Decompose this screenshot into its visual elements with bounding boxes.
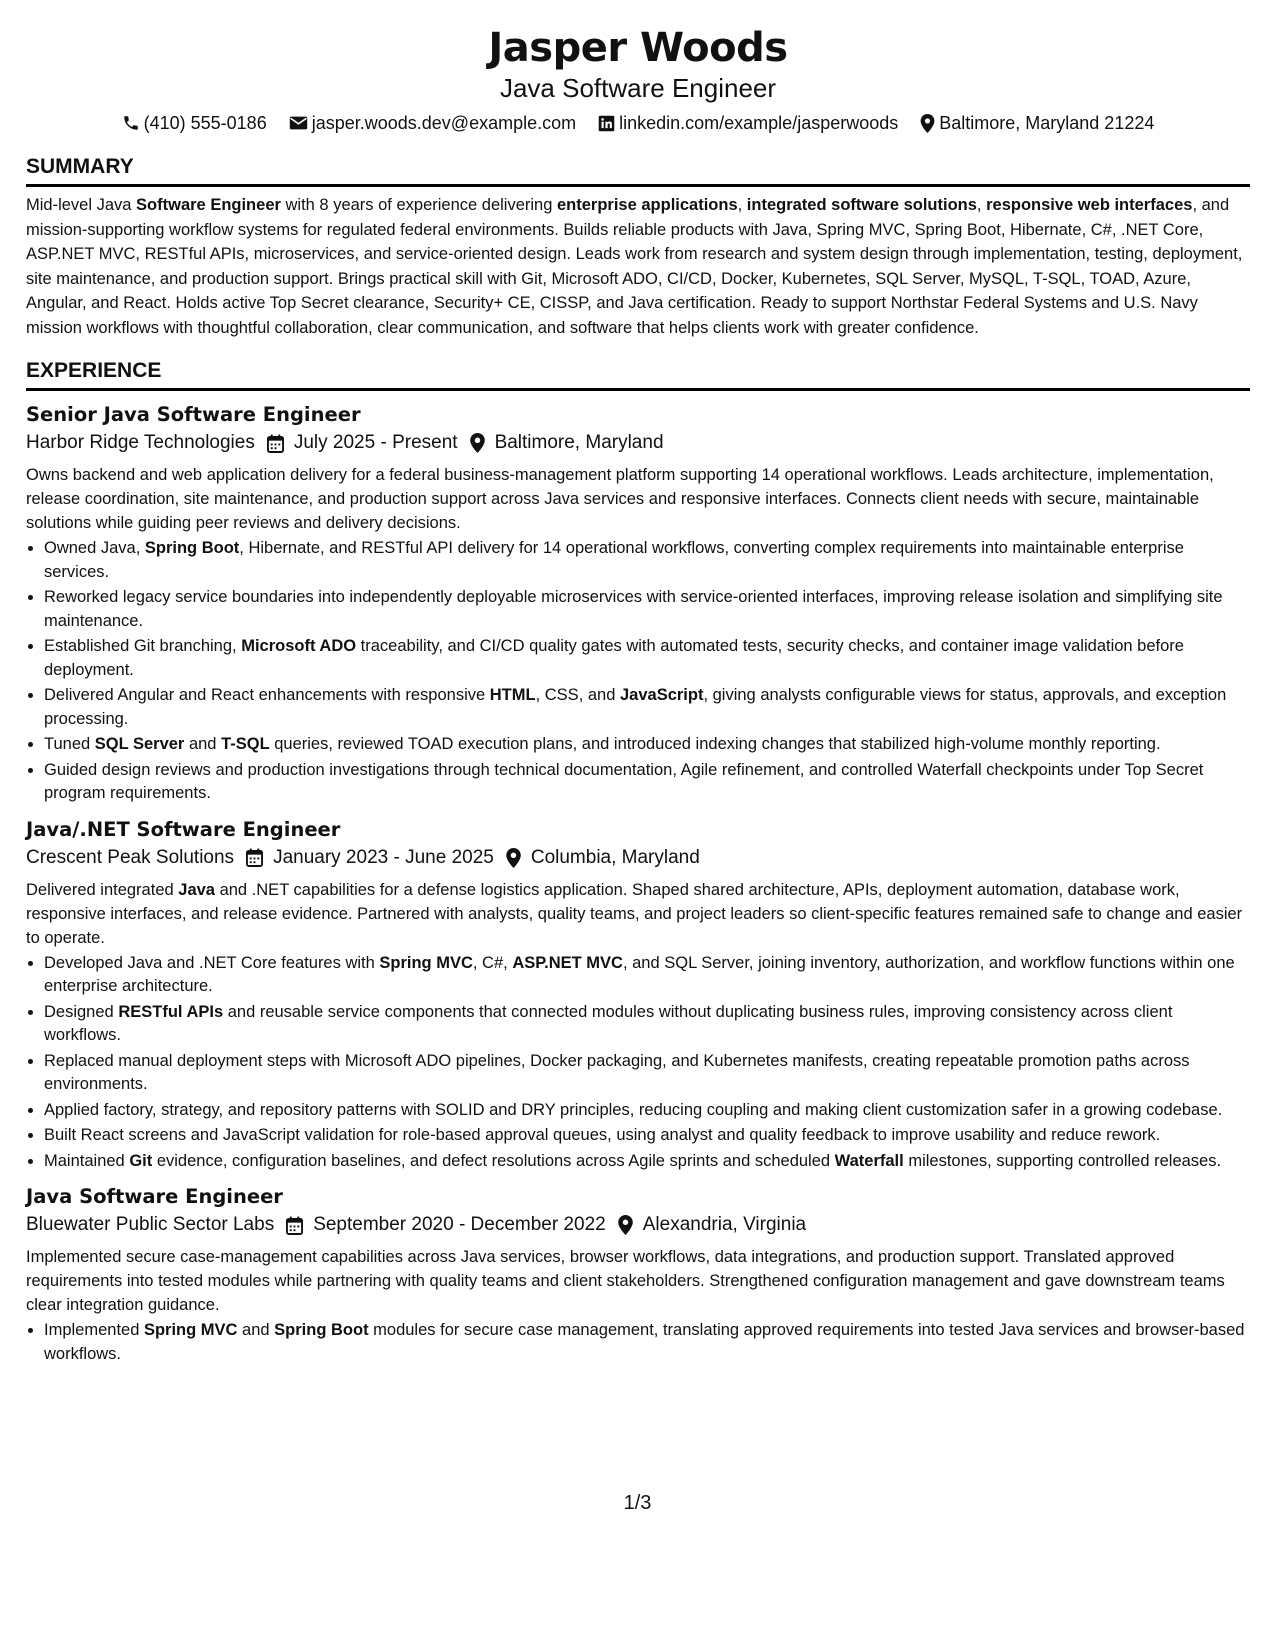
job-bullets [26, 952, 1250, 1174]
job-location [506, 844, 700, 872]
job-company: Harbor Ridge Technologies [26, 432, 255, 453]
bold-text: Git [129, 1151, 153, 1170]
text-run: Delivered Angular and React enhancements with responsive [44, 686, 490, 704]
job-title: Java/.NET Software Engineer [26, 817, 341, 841]
page-number: 1/3 [623, 1492, 652, 1514]
job-location-text: Alexandria, Virginia [642, 1214, 807, 1235]
list-item [44, 1001, 1250, 1048]
list-item [44, 733, 1250, 757]
text-run: , and mission-supporting workflow systems for regulated federal environments. Builds reliable products with Java, Spring MVC, Spring Boot, Hibernate, C#, .NET Core, ASP.NET MVC, RESTful APIs, microservices, and service-oriented design. Leads work from research and system design through implementation, testing, deployment, site maintenance, and production support. Brings practical skill with Git, Microsoft ADO, CI/CD, Docker, Kubernetes, SQL Server, MySQL, T-SQL, TOAD, Azure, Angular, and React. Holds active Top Secret clearance, Security+ CE, CISSP, and Java certification. Ready to support Northstar Federal Systems and U.S. Navy mission workflows with thoughtful collaboration, clear communication, and software that helps clients work with greater confidence. [26, 196, 1243, 337]
bold-text: Microsoft ADO [241, 637, 357, 655]
job-description [26, 878, 1250, 950]
job-description [26, 463, 1250, 535]
linkedin-text[interactable]: linkedin.com/example/jasperwoods [619, 113, 899, 133]
list-item [44, 684, 1250, 731]
text-run: Mid-level Java [26, 196, 137, 214]
job-location [618, 1211, 806, 1239]
job-meta [26, 1211, 1250, 1239]
map-pin-icon [470, 433, 485, 453]
job-company: Bluewater Public Sector Labs [26, 1214, 275, 1235]
text-run: with 8 years of experience delivering [280, 196, 557, 214]
bold-text: Spring Boot [274, 1321, 369, 1339]
text-run: Tuned [44, 735, 95, 753]
text-run: and [184, 735, 222, 753]
contact-location [920, 110, 1154, 136]
list-item [44, 952, 1250, 999]
job-title: Senior Java Software Engineer [26, 403, 361, 426]
job-entry [26, 1183, 1250, 1366]
text-run: , Hibernate, and RESTful API delivery for 14 operational workflows, converting complex requirements into maintainable enterprise services. [44, 539, 1184, 581]
contact-email[interactable] [289, 110, 576, 136]
list-item [44, 1050, 1250, 1097]
bold-text: enterprise applications [556, 196, 738, 214]
candidate-name: Jasper Woods [488, 25, 788, 71]
job-location [470, 429, 664, 457]
job-company: Crescent Peak Solutions [26, 846, 235, 868]
bold-text: Spring MVC [379, 953, 473, 972]
calendar-icon [267, 434, 284, 453]
bold-text: JavaScript [619, 686, 704, 704]
job-meta [26, 429, 1250, 457]
bold-text: T-SQL [221, 735, 270, 753]
text-run: Built React screens and JavaScript validation for role-based approval queues, using analyst and quality feedback to improve usability and reduce rework. [44, 1126, 1161, 1144]
job-location-text: Baltimore, Maryland [494, 432, 664, 453]
text-run: evidence, configuration baselines, and defect resolutions across Agile sprints and scheduled [152, 1151, 835, 1170]
calendar-icon [246, 848, 263, 867]
phone-text: (410) 555-0186 [143, 113, 267, 133]
bold-text: Java [178, 880, 215, 899]
bold-text: RESTful APIs [118, 1002, 224, 1021]
text-run: and reusable service components that connected modules without duplicating business rules, improving consistency across client workflows. [44, 1002, 1173, 1044]
text-run: Reworked legacy service boundaries into independently deployable microservices with service-oriented interfaces, improving release isolation and simplifying site maintenance. [44, 588, 1223, 630]
job-entry [26, 816, 1250, 1174]
bold-text: Spring Boot [144, 539, 240, 557]
text-run: Implemented [44, 1321, 144, 1339]
text-run: modules for secure case management, translating approved requirements into tested Java services and browser-based workflows. [44, 1321, 1245, 1363]
job-dates [286, 1211, 606, 1239]
job-bullets [26, 1319, 1250, 1366]
text-run: traceability, and CI/CD quality gates with automated tests, security checks, and container image validation before deployment. [44, 637, 1184, 679]
calendar-icon [286, 1216, 303, 1235]
phone-icon [122, 114, 140, 132]
list-item [44, 537, 1250, 584]
text-run: Guided design reviews and production investigations through technical documentation, Agile refinement, and controlled Waterfall checkpoints under Top Secret program requirements. [44, 760, 1204, 802]
text-run: Replaced manual deployment steps with Microsoft ADO pipelines, Docker packaging, and Kubernetes manifests, creating repeatable promotion paths across environments. [44, 1051, 1190, 1093]
list-item [44, 586, 1250, 633]
job-dates-text: January 2023 - June 2025 [273, 846, 494, 868]
contact-info [26, 110, 1250, 136]
job-bullets [26, 537, 1250, 806]
resume-page [26, 0, 1250, 1367]
bold-text: responsive web interfaces [986, 196, 1193, 214]
text-run: Implemented secure case-management capabilities across Java services, browser workflows, data integrations, and production support. Translated approved requirements into tested modules while partnering with quality teams and client stakeholders. Strengthened configuration management and gave downstream teams clear integration guidance. [26, 1248, 1225, 1314]
linkedin-icon [598, 115, 615, 132]
contact-linkedin[interactable] [598, 110, 898, 136]
candidate-role: Java Software Engineer [499, 73, 777, 103]
job-dates [267, 429, 458, 457]
job-meta [26, 844, 1250, 872]
experience-list [26, 401, 1250, 1366]
job-dates [246, 844, 494, 872]
text-run: , giving analysts configurable views for status, approvals, and exception processing. [44, 686, 1227, 728]
list-item [44, 1150, 1250, 1174]
text-run: Delivered integrated [26, 880, 179, 899]
email-text[interactable]: jasper.woods.dev@example.com [311, 113, 577, 133]
bold-text: Waterfall [834, 1151, 904, 1170]
contact-phone [122, 110, 267, 136]
map-pin-icon [506, 848, 521, 868]
location-text: Baltimore, Maryland 21224 [939, 113, 1155, 133]
list-item [44, 1124, 1250, 1148]
bold-text: integrated software solutions [746, 196, 977, 214]
job-title: Java Software Engineer [26, 1185, 283, 1208]
text-run: Applied factory, strategy, and repository patterns with SOLID and DRY principles, reducing coupling and making client customization safer in a growing codebase. [44, 1100, 1223, 1119]
envelope-icon [289, 115, 308, 131]
text-run: , and SQL Server, joining inventory, authorization, and workflow functions within one enterprise architecture. [44, 953, 1235, 995]
text-run: , [737, 196, 747, 214]
bold-text: Software Engineer [136, 196, 281, 214]
text-run: and .NET capabilities for a defense logistics application. Shaped shared architecture, APIs, deployment automation, database work, responsive interfaces, and release evidence. Partnered with analysts, quality teams, and project leaders so client-specific features remained safe to change and easier to operate. [26, 880, 1243, 947]
text-run: Established Git branching, [44, 637, 242, 655]
map-pin-icon [920, 114, 935, 133]
list-item [44, 759, 1250, 806]
text-run: Maintained [44, 1151, 130, 1170]
summary-heading: SUMMARY [26, 154, 1250, 187]
text-run: , [976, 196, 987, 214]
text-run: Owns backend and web application delivery for a federal business-management platform supporting 14 operational workflows. Leads architecture, implementation, release coordination, site maintenance, and production support across Java services and responsive interfaces. Connects client needs with secure, maintainable solutions while guiding peer reviews and delivery decisions. [26, 466, 1214, 532]
list-item [44, 635, 1250, 682]
list-item [44, 1099, 1250, 1123]
bold-text: HTML [489, 686, 536, 704]
text-run: Developed Java and .NET Core features with [44, 953, 380, 972]
list-item [44, 1319, 1250, 1366]
text-run: and [237, 1321, 275, 1339]
text-run: Owned Java, [44, 539, 145, 557]
experience-heading: EXPERIENCE [26, 358, 1250, 391]
bold-text: ASP.NET MVC [512, 953, 623, 972]
text-run: milestones, supporting controlled releases. [903, 1151, 1222, 1170]
job-entry [26, 401, 1250, 806]
map-pin-icon [618, 1215, 633, 1235]
job-location-text: Columbia, Maryland [530, 846, 700, 868]
bold-text: SQL Server [94, 735, 185, 753]
text-run: queries, reviewed TOAD execution plans, and introduced indexing changes that stabilized high-volume monthly reporting. [269, 735, 1161, 753]
job-description [26, 1245, 1250, 1317]
summary-text [26, 193, 1250, 340]
text-run: , C#, [472, 953, 513, 972]
resume-header [26, 0, 1250, 136]
text-run: Designed [44, 1002, 119, 1021]
job-dates-text: September 2020 - December 2022 [313, 1214, 606, 1235]
job-dates-text: July 2025 - Present [293, 432, 458, 453]
text-run: , CSS, and [535, 686, 620, 704]
bold-text: Spring MVC [143, 1321, 238, 1339]
